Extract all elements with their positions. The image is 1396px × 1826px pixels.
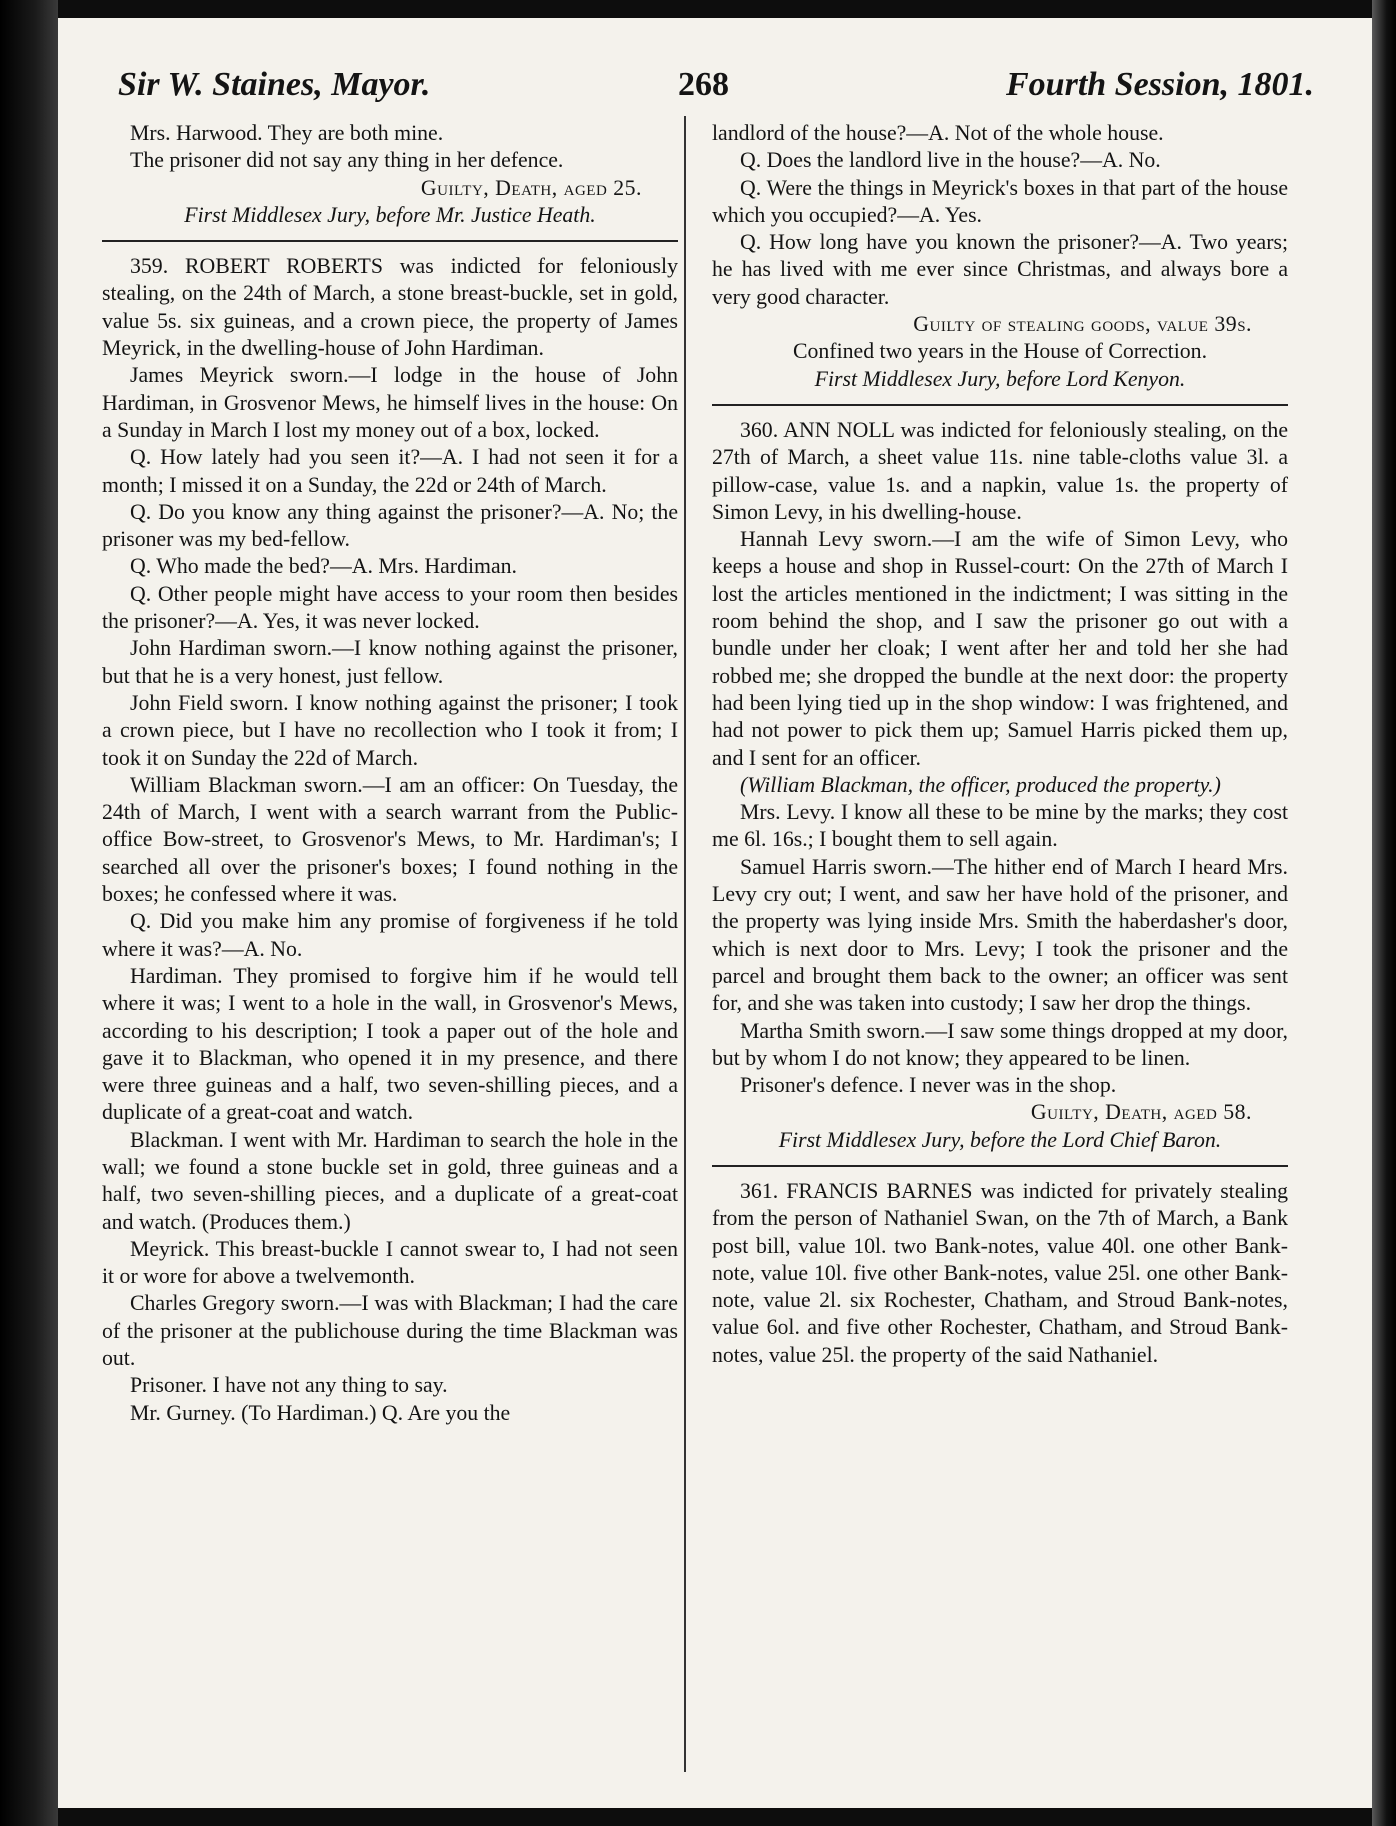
case-359-continued: landlord of the house?—A. Not of the whole house. — [712, 121, 1164, 145]
case-360-defence: Prisoner's defence. I never was in the shop. — [740, 1073, 1117, 1098]
case-separator — [102, 240, 678, 242]
case-360-testimony-hannah-levy: Hannah Levy sworn.—I am the wife of Simon Levy, who keeps a house and shop in Russel-court: On the 27th of March I lost the articles mentioned in the indictment; I was sitting in the room behind the shop, and I saw the prisoner go out with a bundle under her cloak; I went after her and told her she had robbed me; she dropped the bundle at the next door: the property had been lying tied up in the shop window: I was frightened, and had not power to pick them up; Samuel Harris picked them up, and I sent for an officer. — [712, 527, 1288, 770]
case-360-testimony-harris: Samuel Harris sworn.—The hither end of March I heard Mrs. Levy cry out; I went, and saw her have hold of the prisoner, and the property was lying inside Mrs. Smith the haberdasher's door, which is next door to Mrs. Levy; I took the prisoner and the parcel and brought them back to the owner; an officer was sent for, and she was taken into custody; I saw her drop the things. — [712, 854, 1288, 1016]
case-359-gurney-question: Mr. Gurney. (To Hardiman.) Q. Are you the — [130, 1400, 511, 1425]
prev-case-testimony: Mrs. Harwood. They are both mine. — [130, 121, 444, 145]
case-359-sentence: Confined two years in the House of Correction. — [792, 339, 1208, 364]
page-number: 268 — [678, 66, 729, 103]
case-361-indictment: 361. FRANCIS BARNES was indicted for privately stealing from the person of Nathaniel Swan, on the 7th of March, a Bank post bill, value 10l. two Bank-notes, value 40l. one other Bank-note, value 10l. five other Bank-notes, value 25l. one other Bank-note, value 2l. six Rochester, Chatham, and Stroud Bank-notes, value 6ol. and five other Rochester, Chatham, and Stroud Bank-notes, value 25l. the property of the said Nathaniel. — [712, 1178, 1288, 1367]
case-360-verdict: Guilty, Death, aged 58. — [1030, 1100, 1252, 1125]
column-divider — [684, 116, 686, 1772]
case-360-jury: First Middlesex Jury, before the Lord Chief Baron. — [778, 1127, 1222, 1152]
document-page — [58, 18, 1372, 1808]
case-359-question: Q. Were the things in Meyrick's boxes in that part of the house which you occupied?—A. Yes. — [712, 175, 1288, 227]
case-359-blackman-statement: Blackman. I went with Mr. Hardiman to search the hole in the wall; we found a stone buckle set in gold, three guineas and a half, two seven-shilling pieces, and a duplicate of a great-coat and watch. (Produces them.) — [102, 1127, 678, 1234]
case-360-testimony-smith: Martha Smith sworn.—I saw some things dropped at my door, but by whom I do not know; they appeared to be linen. — [712, 1018, 1288, 1070]
prev-case-verdict: Guilty, Death, aged 25. — [420, 175, 642, 200]
case-separator — [712, 1165, 1288, 1167]
case-359-question: Q. Does the landlord live in the house?—A. No. — [740, 148, 1161, 173]
case-separator — [712, 404, 1288, 406]
case-359-prisoner-statement: Prisoner. I have not any thing to say. — [130, 1373, 448, 1398]
scan-shadow-right — [1372, 0, 1396, 1826]
case-359-question: Q. Do you know any thing against the prisoner?—A. No; the prisoner was my bed-fellow. — [102, 499, 678, 552]
case-359-question: Q. How long have you known the prisoner?—A. Two years; he has lived with me ever since Christmas, and always bore a very good character. — [712, 230, 1288, 309]
prev-case-jury: First Middlesex Jury, before Mr. Justice Heath. — [184, 202, 596, 227]
case-359-testimony-hardiman: John Hardiman sworn.—I know nothing against the prisoner, but that he is a very honest, just fellow. — [102, 636, 678, 688]
header-right: Fourth Session, 1801. — [1006, 66, 1314, 103]
right-column — [712, 120, 1288, 1369]
case-359-indictment: 359. ROBERT ROBERTS was indicted for feloniously stealing, on the 24th of March, a stone breast-buckle, set in gold, value 5s. six guineas, and a crown piece, the property of James Meyrick, in the dwelling-house of John Hardiman. — [102, 254, 678, 361]
case-359-question: Q. How lately had you seen it?—A. I had not seen it for a month; I missed it on a Sunday, the 22d or 24th of March. — [102, 445, 678, 497]
case-359-testimony-blackman: William Blackman sworn.—I am an officer: On Tuesday, the 24th of March, I went with a search warrant from the Public-office Bow-street, to Grosvenor's Mews, to Mr. Hardiman's; I searched all over the prisoner's boxes; I found nothing in the boxes; he confessed where it was. — [102, 772, 678, 907]
case-360-exhibit-note: (William Blackman, the officer, produced the property.) — [740, 772, 1221, 797]
running-header — [118, 66, 1314, 114]
case-359-testimony-gregory: Charles Gregory sworn.—I was with Blackman; I had the care of the prisoner at the publichouse during the time Blackman was out. — [102, 1291, 678, 1371]
case-359-testimony-meyrick: James Meyrick sworn.—I lodge in the house of John Hardiman, in Grosvenor Mews, he himself lives in the house: On a Sunday in March I lost my money out of a box, locked. — [102, 363, 678, 442]
prev-case-defence-note: The prisoner did not say any thing in her defence. — [130, 148, 564, 173]
case-359-question: Q. Did you make him any promise of forgiveness if he told where it was?—A. No. — [102, 909, 678, 961]
case-360-indictment: 360. ANN NOLL was indicted for feloniously stealing, on the 27th of March, a sheet value 11s. nine table-cloths value 3l. a pillow-case, value 1s. and a napkin, value 1s. the property of Simon Levy, in his dwelling-house. — [712, 417, 1288, 524]
case-359-question: Q. Who made the bed?—A. Mrs. Hardiman. — [130, 554, 518, 579]
case-359-testimony-field: John Field sworn. I know nothing against the prisoner; I took a crown piece, but I have no recollection who I took it from; I took it on Sunday the 22d of March. — [102, 690, 678, 770]
scan-shadow-left — [0, 0, 58, 1826]
case-359-question: Q. Other people might have access to your room then besides the prisoner?—A. Yes, it was never locked. — [102, 581, 678, 634]
case-359-jury: First Middlesex Jury, before Lord Kenyon. — [814, 366, 1186, 391]
case-359-hardiman-statement: Hardiman. They promised to forgive him if he would tell where it was; I went to a hole in the wall, in Grosvenor's Mews, according to his description; I took a paper out of the hole and gave it to Blackman, who opened it in my presence, and there were three guineas and a half, two seven-shilling pieces, and a duplicate of a great-coat and watch. — [102, 963, 678, 1125]
left-column — [102, 120, 678, 1427]
case-360-mrs-levy-statement: Mrs. Levy. I know all these to be mine by the marks; they cost me 6l. 16s.; I bought them to sell again. — [712, 800, 1288, 852]
case-359-verdict: Guilty of stealing goods, value 39s. — [913, 312, 1252, 337]
case-359-meyrick-statement: Meyrick. This breast-buckle I cannot swear to, I had not seen it or wore for above a twelvemonth. — [102, 1236, 678, 1289]
header-left: Sir W. Staines, Mayor. — [118, 66, 431, 103]
